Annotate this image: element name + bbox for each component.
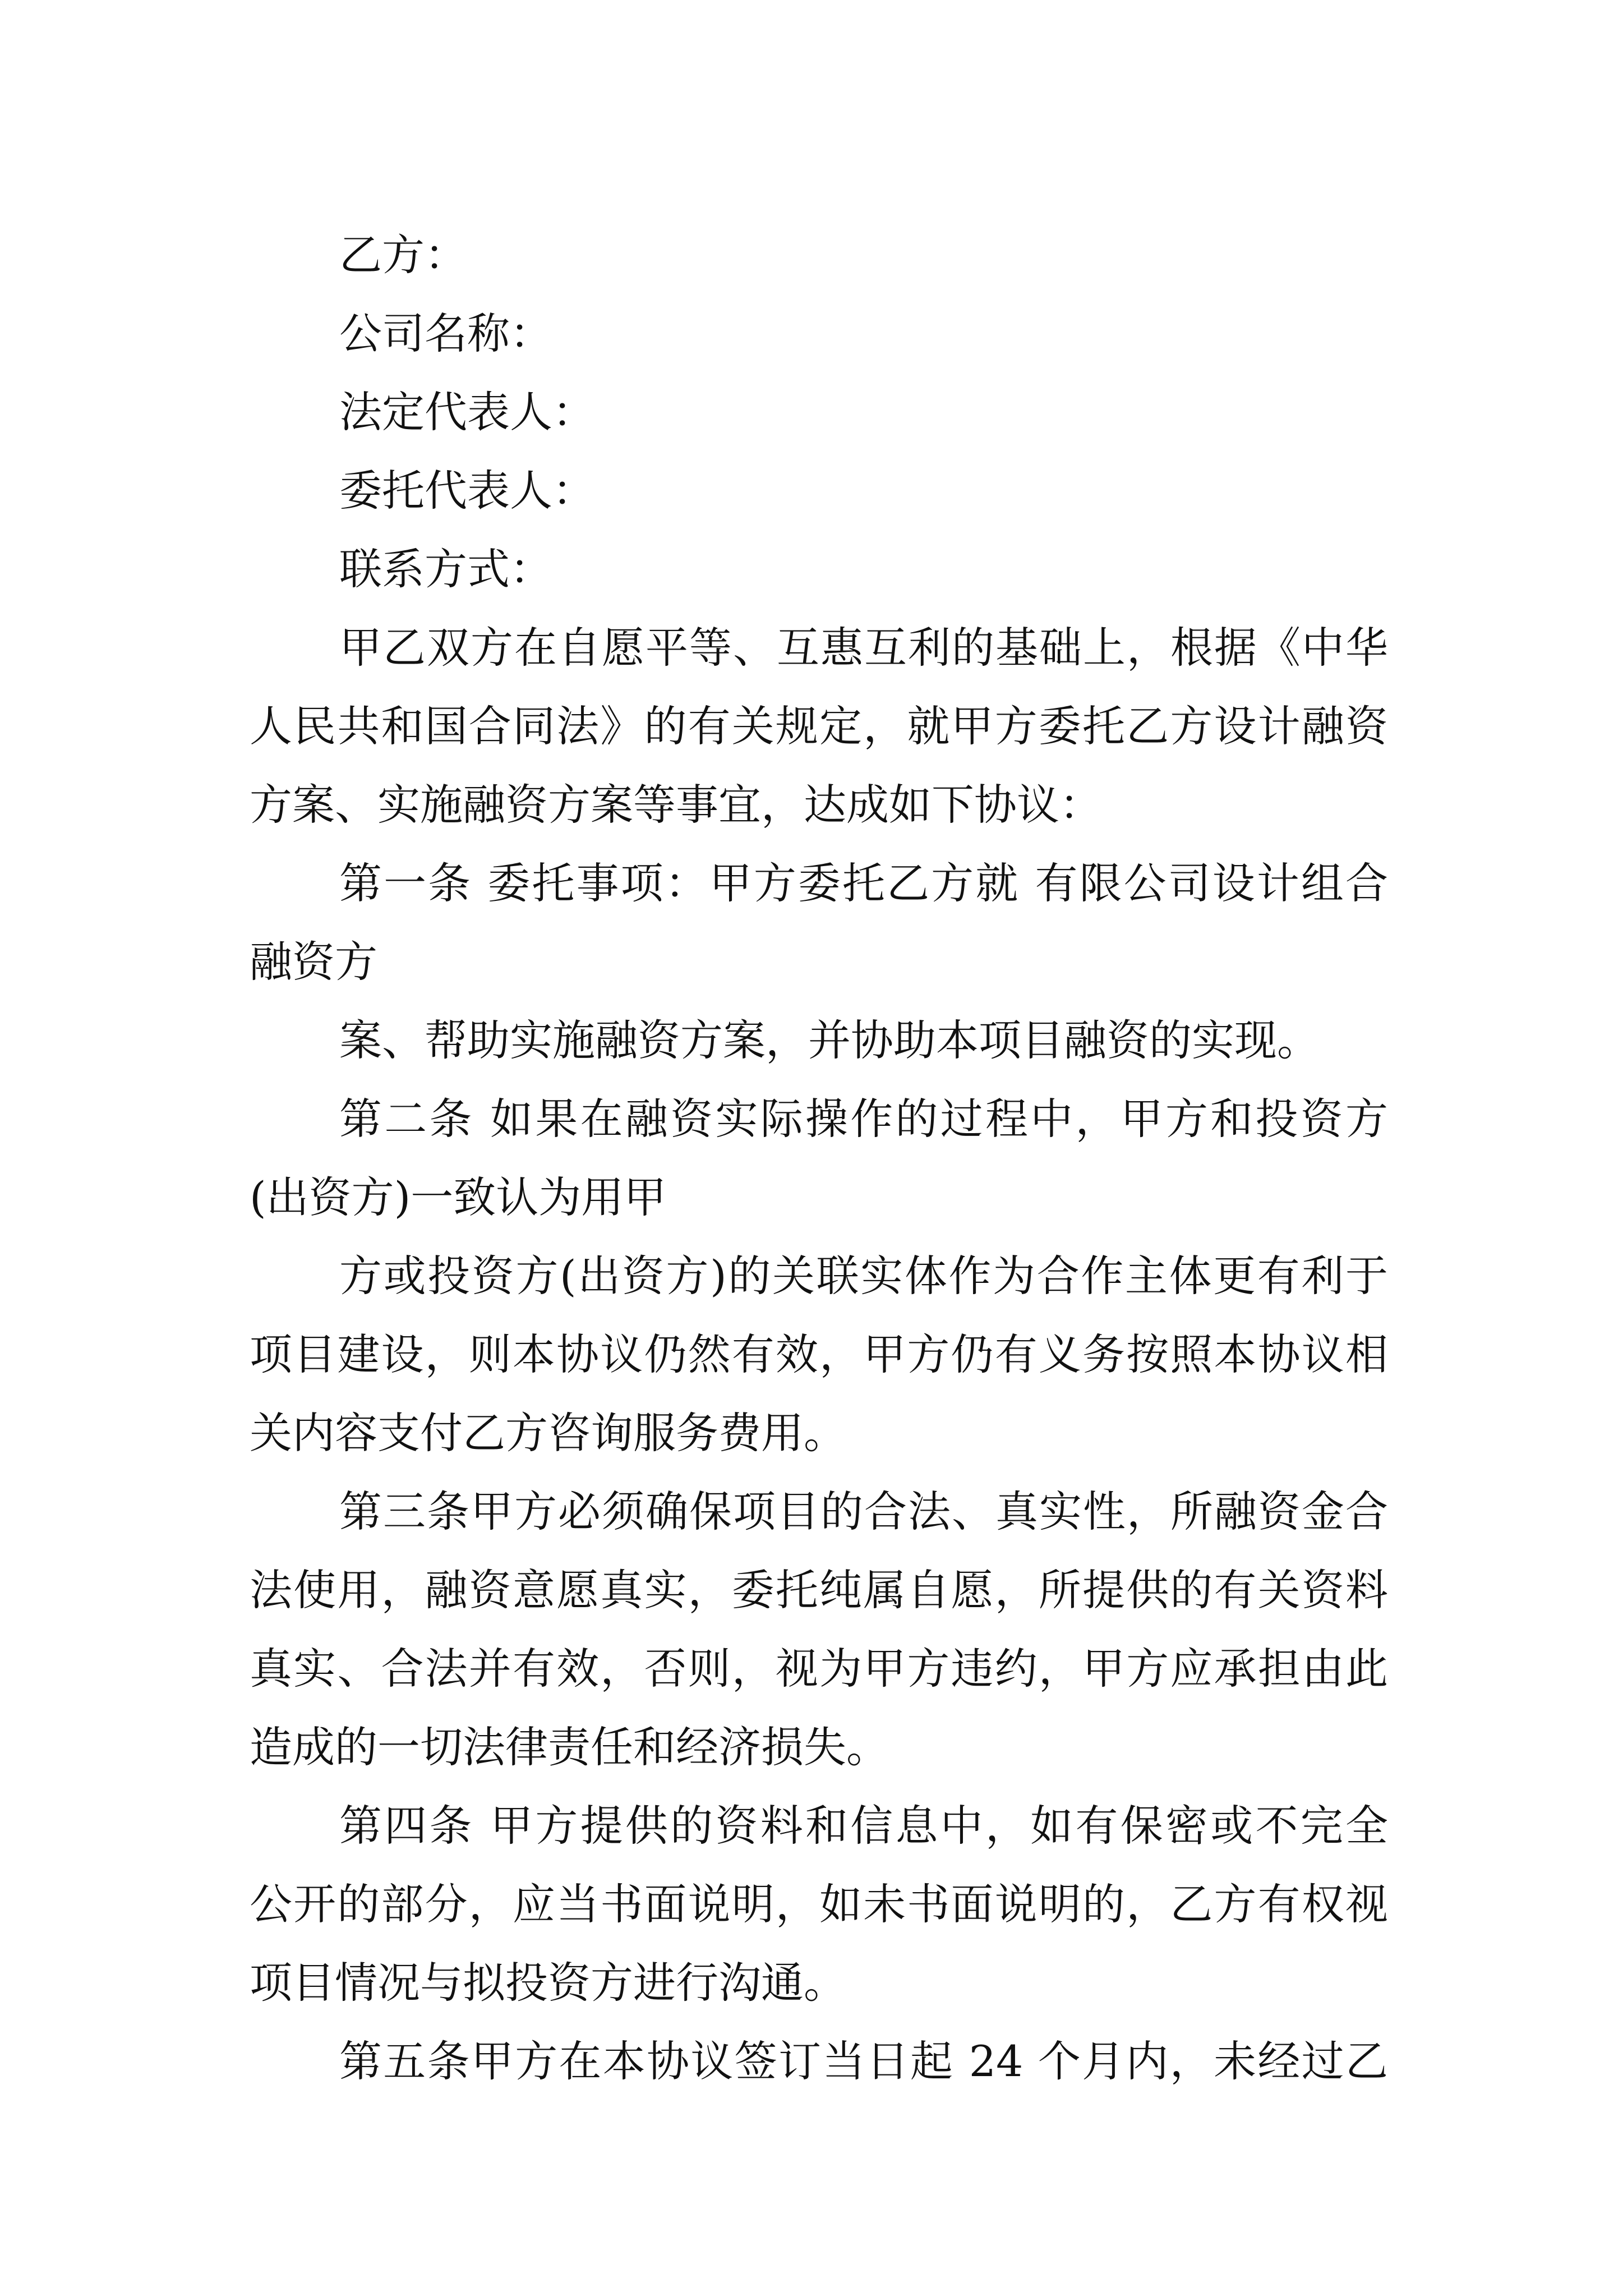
text-line: 委托代表人： — [339, 466, 595, 516]
document-body — [250, 216, 1388, 2101]
text-line: 方案、实施融资方案等事宜，达成如下协议： — [250, 780, 1102, 830]
text-line: 公开的部分，应当书面说明，如未书面说明的，乙方有权视 — [250, 1879, 1388, 1929]
text-line: (出资方)一致认为用甲 — [250, 1172, 667, 1222]
text-line: 案、帮助实施融资方案，并协助本项目融资的实现。 — [339, 1015, 1320, 1065]
text-line: 法定代表人： — [339, 387, 595, 437]
text-line: 造成的一切法律责任和经济损失。 — [250, 1722, 889, 1772]
text-line: 方或投资方(出资方)的关联实体作为合作主体更有利于 — [339, 1251, 1388, 1301]
text-line: 公司名称： — [339, 309, 552, 358]
text-line: 第四条 甲方提供的资料和信息中，如有保密或不完全 — [339, 1801, 1388, 1851]
text-line: 项目情况与拟投资方进行沟通。 — [250, 1958, 846, 2008]
text-line: 第二条 如果在融资实际操作的过程中，甲方和投资方 — [339, 1094, 1388, 1144]
text-line: 法使用，融资意愿真实，委托纯属自愿，所提供的有关资料 — [250, 1565, 1388, 1615]
text-line: 关内容支付乙方咨询服务费用。 — [250, 1408, 846, 1458]
text-line: 乙方： — [339, 230, 467, 280]
text-line: 第五条甲方在本协议签订当日起 24 个月内，未经过乙 — [339, 2036, 1388, 2086]
text-line: 联系方式： — [339, 544, 552, 594]
text-line: 真实、合法并有效，否则，视为甲方违约，甲方应承担由此 — [250, 1644, 1388, 1694]
text-line: 融资方 — [250, 937, 377, 987]
text-line: 项目建设，则本协议仍然有效，甲方仍有义务按照本协议相 — [250, 1329, 1388, 1379]
text-line: 第三条甲方必须确保项目的合法、真实性，所融资金合 — [339, 1487, 1388, 1536]
text-line: 甲乙双方在自愿平等、互惠互利的基础上，根据《中华 — [339, 623, 1388, 673]
text-line: 人民共和国合同法》的有关规定，就甲方委托乙方设计融资 — [250, 701, 1388, 751]
text-line: 第一条 委托事项：甲方委托乙方就 有限公司设计组合 — [339, 858, 1388, 908]
